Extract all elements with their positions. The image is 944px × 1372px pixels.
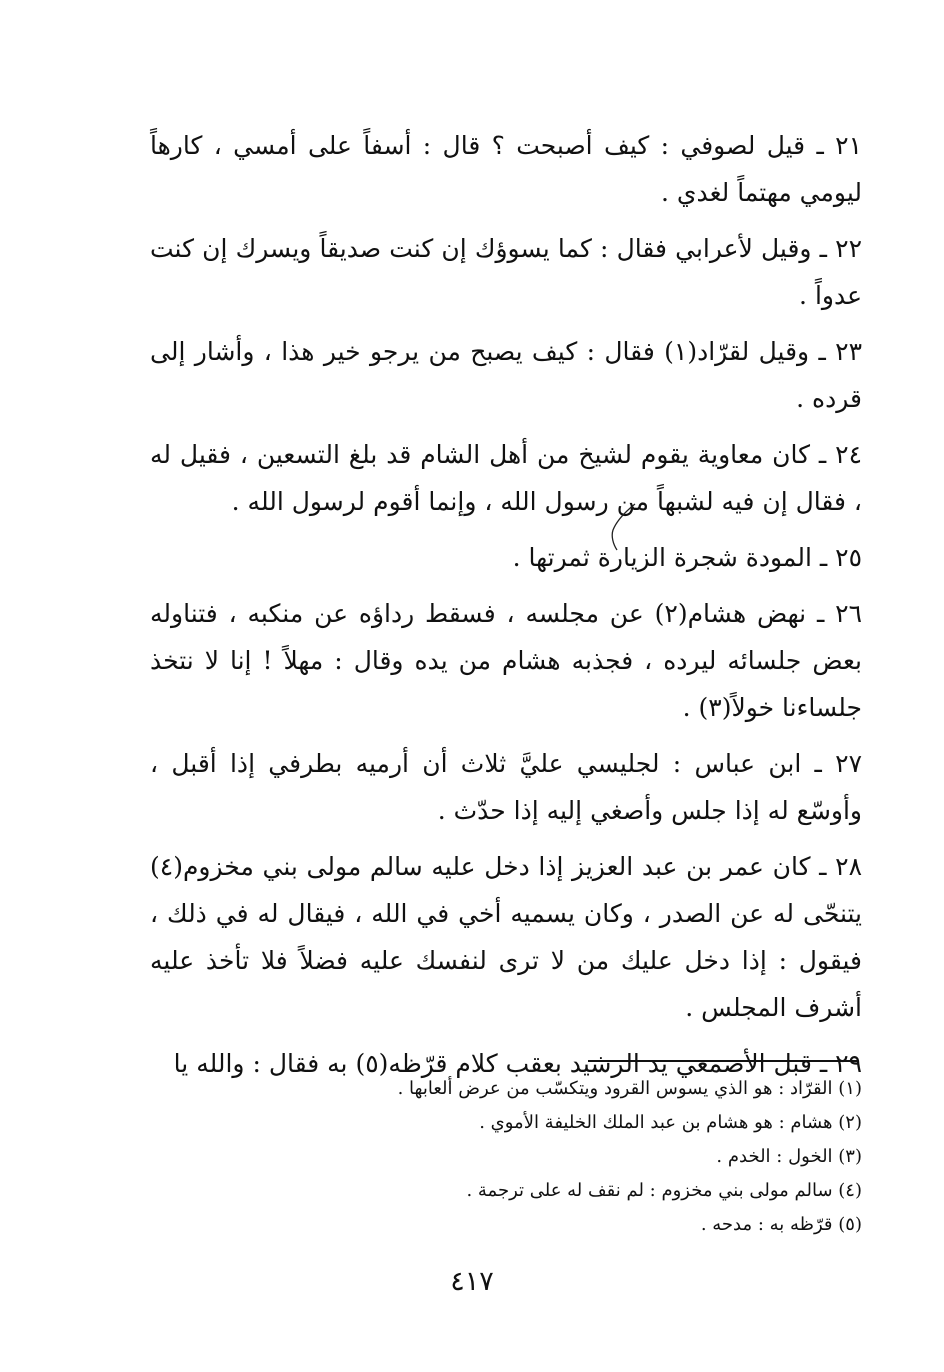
paragraph-28: ٢٨ ـ كان عمر بن عبد العزيز إذا دخل عليه سالم مولى بني مخزوم(٤) يتنحّى له عن الصدر ، وكان يسميه أخي في الله ، فيقال له في ذلك ، فيقول : إذا دخل عليك من لا ترى لنفسك عليه فضلاً فلا تأخذ عليه أشرف المجلس . <box>150 852 863 1022</box>
footnote-5: (٥) قرّظه به : مدحه . <box>700 1214 862 1235</box>
main-text <box>150 122 862 1096</box>
paragraph-27: ٢٧ ـ ابن عباس : لجليسي عليَّ ثلاث أن أرميه بطرفي إذا أقبل ، وأوسّع له إذا جلس وأصغي إليه إذا حدّث . <box>150 749 862 825</box>
paragraph-26: ٢٦ ـ نهض هشام(٢) عن مجلسه ، فسقط رداؤه عن منكبه ، فتناوله بعض جلسائه ليرده ، فجذبه هشام من يده وقال : مهلاً ! إنا لا نتخذ جلساءنا خولاً(٣) . <box>150 599 862 722</box>
paragraph-21: ٢١ ـ قيل لصوفي : كيف أصبحت ؟ قال : أسفاً على أمسي ، كارهاً ليومي مهتماً لغدي . <box>150 131 862 207</box>
paragraph-24: ٢٤ ـ كان معاوية يقوم لشيخ من أهل الشام قد بلغ التسعين ، فقيل له ، فقال إن فيه لشبهاً من رسول الله ، وإنما أقوم لرسول الله . <box>150 440 862 516</box>
page-number: ٤١٧ <box>450 1266 494 1297</box>
footnotes <box>150 1072 862 1242</box>
paragraph-29: ٢٩ ـ قبل الأصمعي يد الرشيد بعقب كلام قرّظه(٥) به فقال : والله يا <box>173 1049 862 1078</box>
footnote-1: (١) القرّاد : هو الذي يسوس القرود ويتكسّب من عرض ألعابها . <box>397 1078 862 1099</box>
paragraph-23: ٢٣ ـ وقيل لقرّاد(١) فقال : كيف يصبح من يرجو خير هذا ، وأشار إلى قرده . <box>150 337 863 413</box>
paragraph-25: ٢٥ ـ المودة شجرة الزيارة ثمرتها . <box>512 543 862 572</box>
footnote-4: (٤) سالم مولى بني مخزوم : لم نقف له على ترجمة . <box>466 1180 862 1201</box>
footnote-divider <box>588 1060 858 1062</box>
pen-mark-decoration <box>595 500 655 560</box>
paragraph-22: ٢٢ ـ وقيل لأعرابي فقال : كما يسوؤك إن كنت صديقاً ويسرك إن كنت عدواً . <box>150 234 862 310</box>
footnote-3: (٣) الخول : الخدم . <box>716 1146 862 1167</box>
footnote-2: (٢) هشام : هو هشام بن عبد الملك الخليفة الأموي . <box>479 1112 862 1133</box>
